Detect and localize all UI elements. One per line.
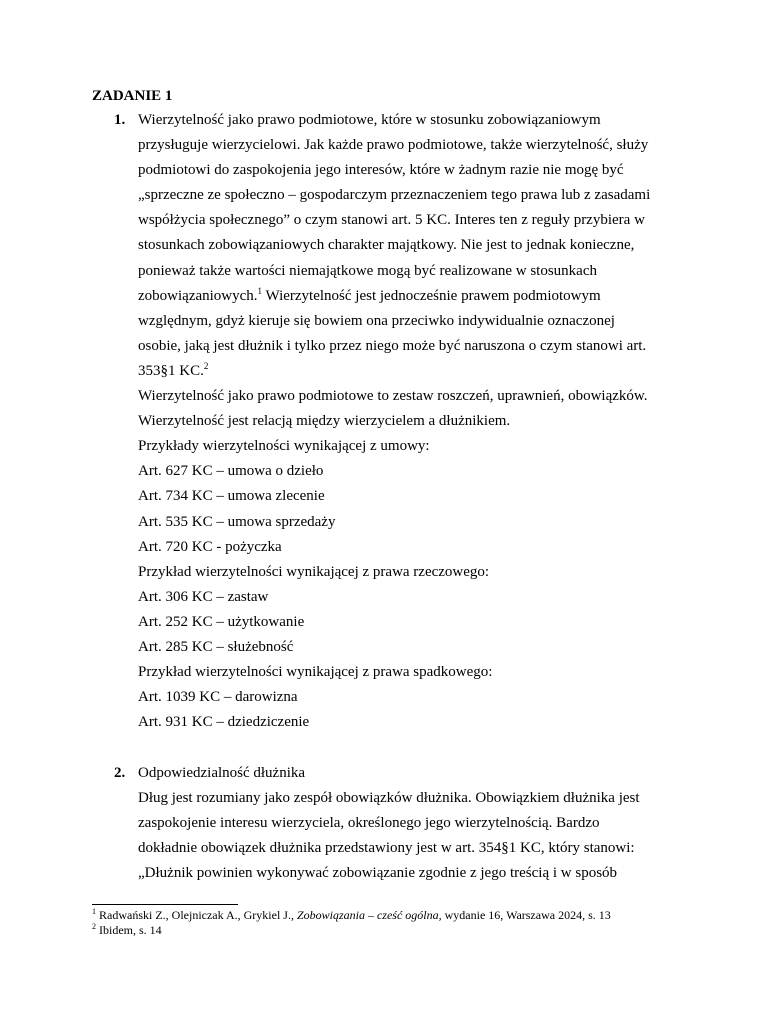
- paragraph-line-with-footnote: [138, 284, 678, 309]
- list-caption: Przykład wierzytelności wynikającej z prawa spadkowego:: [138, 664, 493, 681]
- footnote-separator: [92, 904, 238, 905]
- list-item: Art. 1039 KC – darowizna: [138, 689, 298, 706]
- section-1-body: [138, 108, 678, 735]
- section-1-number: 1.: [114, 112, 126, 128]
- footnote-mark: 1: [92, 907, 96, 916]
- paragraph-line: współżycia społecznego” o czym stanowi art. 5 KC. Interes ten z reguły przybiera w: [138, 212, 645, 229]
- list-item: Art. 627 KC – umowa o dzieło: [138, 463, 324, 480]
- footnote-1: [92, 908, 611, 923]
- paragraph-line: ponieważ także wartości niemajątkowe mogą być realizowane w stosunkach: [138, 262, 597, 279]
- list-item: Art. 252 KC – użytkowanie: [138, 613, 305, 630]
- paragraph-line: zaspokojenie interesu wierzyciela, określonego jego wierzytelnością. Bardzo: [138, 815, 600, 832]
- line-text: zobowiązaniowych.: [138, 287, 258, 304]
- paragraph-line: dokładnie obowiązek dłużnika przedstawiony jest w art. 354§1 KC, który stanowi:: [138, 840, 635, 857]
- footnote-reference-2: 2: [203, 360, 209, 371]
- footnote-text: Ibidem, s. 14: [96, 923, 162, 937]
- line-text: 353§1 KC.: [138, 362, 204, 379]
- paragraph-line: „Dłużnik powinien wykonywać zobowiązanie zgodnie z jego treścią i w sposób: [138, 865, 618, 882]
- paragraph-line: stosunkach zobowiązaniowych charakter majątkowy. Nie jest to jednak konieczne,: [138, 237, 635, 254]
- footnote-2: [92, 923, 611, 938]
- list-caption: Przykład wierzytelności wynikającej z prawa rzeczowego:: [138, 563, 490, 580]
- list-item: Art. 306 KC – zastaw: [138, 588, 269, 605]
- footnotes: [92, 908, 611, 938]
- task-heading: ZADANIE 1: [92, 88, 173, 104]
- list-item: Art. 931 KC – dziedziczenie: [138, 714, 310, 731]
- paragraph-line: osobie, jaką jest dłużnik i tylko przez niego może być naruszona o czym stanowi art.: [138, 337, 647, 354]
- paragraph-line: podmiotowi do zaspokojenia jego interesów, które w żadnym razie nie mogę być: [138, 162, 624, 179]
- section-title: Odpowiedzialność dłużnika: [138, 765, 306, 781]
- footnote-text: wydanie 16, Warszawa 2024, s. 13: [441, 908, 611, 922]
- list-item: Art. 720 KC - pożyczka: [138, 538, 282, 555]
- footnote-text: Radwański Z., Olejniczak A., Grykiel J.,: [96, 908, 297, 922]
- paragraph-line: przysługuje wierzycielowi. Jak każde prawo podmiotowe, także wierzytelność, służy: [138, 137, 649, 154]
- paragraph-line: Wierzytelność jako prawo podmiotowe to zestaw roszczeń, uprawnień, obowiązków.: [138, 388, 648, 405]
- footnote-mark: 2: [92, 922, 96, 931]
- footnote-reference-1: 1: [257, 285, 263, 296]
- paragraph-line: względnym, gdyż kieruje się bowiem ona przeciwko indywidualnie oznaczonej: [138, 312, 615, 329]
- line-text: Wierzytelność jest jednocześnie prawem podmiotowym: [262, 287, 601, 304]
- section-2-body: [138, 761, 678, 886]
- paragraph-line-with-footnote: [138, 359, 678, 384]
- paragraph-line: „sprzeczne ze społeczno – gospodarczym przeznaczeniem tego prawa lub z zasadami: [138, 187, 651, 204]
- paragraph-line: Dług jest rozumiany jako zespół obowiązków dłużnika. Obowiązkiem dłużnika jest: [138, 790, 640, 807]
- list-item: Art. 535 KC – umowa sprzedaży: [138, 513, 336, 530]
- paragraph-line: Wierzytelność jest relacją między wierzycielem a dłużnikiem.: [138, 413, 511, 430]
- paragraph-line: Wierzytelność jako prawo podmiotowe, które w stosunku zobowiązaniowym: [138, 112, 601, 128]
- list-item: Art. 734 KC – umowa zlecenie: [138, 488, 325, 505]
- list-caption: Przykłady wierzytelności wynikającej z umowy:: [138, 438, 430, 455]
- list-item: Art. 285 KC – służebność: [138, 638, 294, 655]
- footnote-title: Zobowiązania – cześć ogólna,: [296, 908, 442, 922]
- section-2-number: 2.: [114, 765, 126, 781]
